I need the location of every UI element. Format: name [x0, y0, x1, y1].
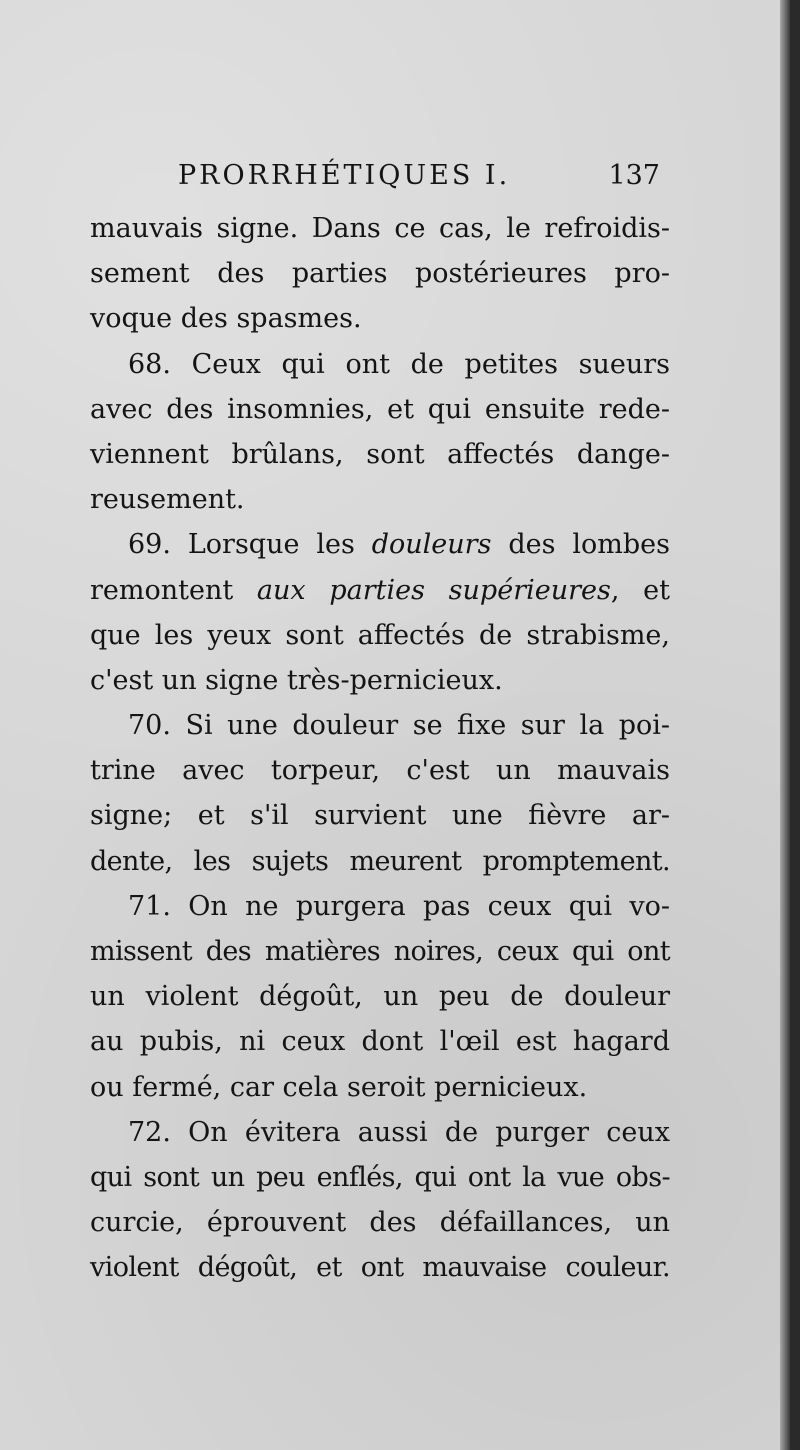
text-line: sement des parties postérieures pro-	[90, 258, 670, 290]
text-line: 68. Ceux qui ont de petites sueurs	[128, 348, 670, 380]
text-line	[90, 568, 670, 613]
text-run: des lombes	[491, 529, 670, 561]
text-run: , et	[610, 574, 670, 606]
running-head	[170, 160, 660, 200]
text-line: 72. On évitera aussi de purger ceux	[128, 1116, 670, 1148]
text-line: curcie, éprouvent des défaillances, un	[90, 1207, 670, 1239]
text-line: missent des matières noires, ceux qui ont	[90, 936, 670, 967]
page-number: 137	[608, 160, 660, 191]
paragraph-72	[90, 1110, 670, 1291]
text-line: mauvais signe. Dans ce cas, le refroidis-	[90, 213, 670, 244]
italic-run: aux parties supérieures	[256, 574, 611, 606]
text-line	[90, 522, 670, 567]
running-title: PRORRHÉTIQUES I.	[178, 160, 511, 191]
paragraph-70	[90, 703, 670, 884]
text-line: qui sont un peu enflés, qui ont la vue obs-	[90, 1161, 670, 1193]
text-run: remontent	[90, 574, 257, 606]
text-line: avec des insomnies, et qui ensuite rede-	[90, 393, 670, 425]
text-line: 71. On ne purgera pas ceux qui vo-	[128, 890, 670, 922]
text-line: violent dégoût, et ont mauvaise couleur.	[90, 1252, 670, 1284]
text-line: signe; et s'il survient une fièvre ar-	[90, 800, 670, 832]
paragraph-continuation	[90, 206, 670, 342]
text-line: que les yeux sont affectés de strabisme,	[90, 619, 670, 651]
paragraph-71	[90, 884, 670, 1110]
text-line: voque des spasmes.	[90, 303, 362, 335]
italic-run: douleurs	[371, 529, 492, 561]
paragraph-69	[90, 522, 670, 703]
text-run: 69. Lorsque les	[128, 529, 372, 561]
text-line: reusement.	[90, 484, 245, 516]
page-edge-shadow	[780, 0, 790, 1450]
text-line: au pubis, ni ceux dont l'œil est hagard	[90, 1026, 670, 1058]
text-line: trine avec torpeur, c'est un mauvais	[90, 755, 670, 787]
paragraph-68	[90, 342, 670, 523]
text-line: viennent brûlans, sont affectés dange-	[90, 438, 670, 470]
text-line: ou fermé, car cela seroit pernicieux.	[90, 1071, 588, 1103]
text-line: un violent dégoût, un peu de douleur	[90, 981, 670, 1013]
text-line: dente, les sujets meurent promptement.	[90, 845, 670, 877]
text-line: 70. Si une douleur se fixe sur la poi-	[128, 710, 670, 742]
text-line: c'est un signe très-pernicieux.	[90, 664, 503, 696]
body-text	[90, 206, 670, 1291]
